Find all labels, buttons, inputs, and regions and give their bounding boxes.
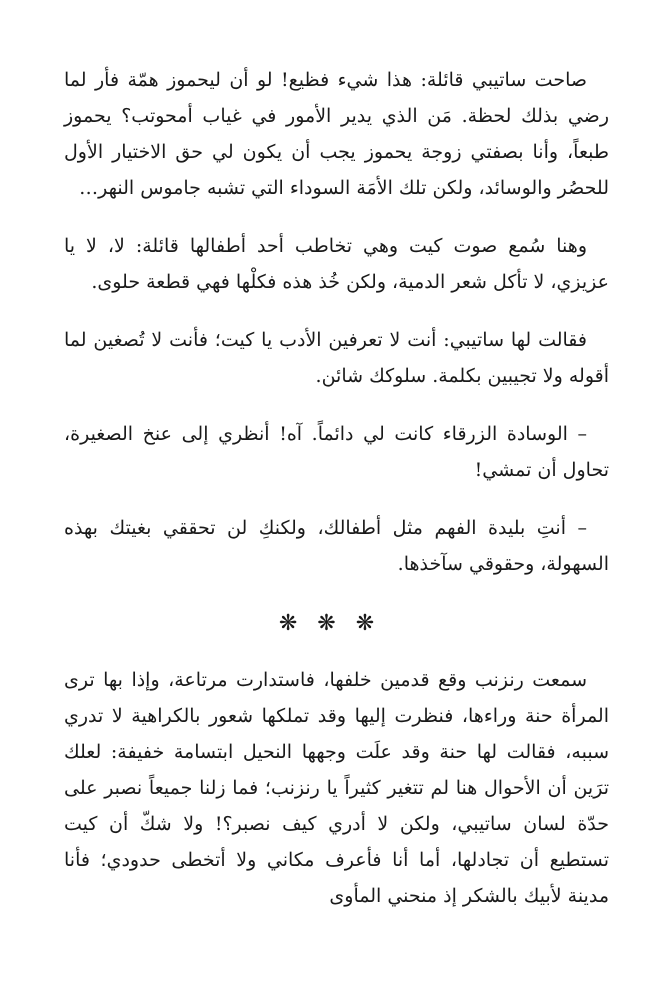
section-1 [64, 62, 609, 582]
book-page [64, 62, 609, 992]
dialogue-paragraph: – الوسادة الزرقاء كانت لي دائماً. آه! أنظري إلى عنخ الصغيرة، تحاول أن تمشي! [64, 423, 609, 481]
asterism-star-icon: ❋ [317, 611, 356, 636]
dialogue-paragraph: – أنتِ بليدة الفهم مثل أطفالك، ولكنكِ لن تحققي بغيتك بهذه السهولة، وحقوقي سآخذها. [64, 517, 609, 575]
section-separator [64, 604, 609, 644]
asterism-star-icon: ❋ [355, 611, 395, 636]
paragraph: وهنا سُمع صوت كيت وهي تخاطب أحد أطفالها قائلة: لا، لا يا عزيزي، لا تأكل شعر الدمية، ولكن خُذ هذه فكلْها فهي قطعة حلوى. [64, 235, 609, 293]
asterism-star-icon: ❋ [278, 611, 318, 636]
paragraph: سمعت رنزنب وقع قدمين خلفها، فاستدارت مرتاعة، وإذا بها ترى المرأة حنة وراءها، فنظرت إليها وقد تملكها شعور بالكراهية لا تدري سببه، فقالت لها حنة وقد علَت وجهها النحيل ابتسامة خفيفة: لعلك ترَين أن الأحوال هنا لم تتغير كثيراً يا رنزنب؛ فما زلنا جميعاً نصبر على حدّة لسان ساتيبي، ولكن لا أدري كيف نصبر؟! ولا شكّ أن كيت تستطيع أن تجادلها، أما أنا فأعرف مكاني ولا أتخطى حدودي؛ فأنا مدينة لأبيك بالشكر إذ منحني المأوى [64, 669, 609, 907]
section-2 [64, 662, 609, 914]
paragraph: فقالت لها ساتيبي: أنت لا تعرفين الأدب يا كيت؛ فأنت لا تُصغين لما أقوله ولا تجيبين بكلمة. سلوكك شائن. [64, 329, 609, 387]
paragraph: صاحت ساتيبي قائلة: هذا شيء فظيع! لو أن ليحموز همّة فأر لما رضي بذلك لحظة. مَن الذي يدير الأمور في غياب أمحوتب؟ يحموز طبعاً، وأنا بصفتي زوجة يحموز يجب أن يكون لي حق الاختيار الأول للحصُر والوسائد، ولكن تلك الأمَة السوداء التي تشبه جاموس النهر… [64, 69, 609, 199]
